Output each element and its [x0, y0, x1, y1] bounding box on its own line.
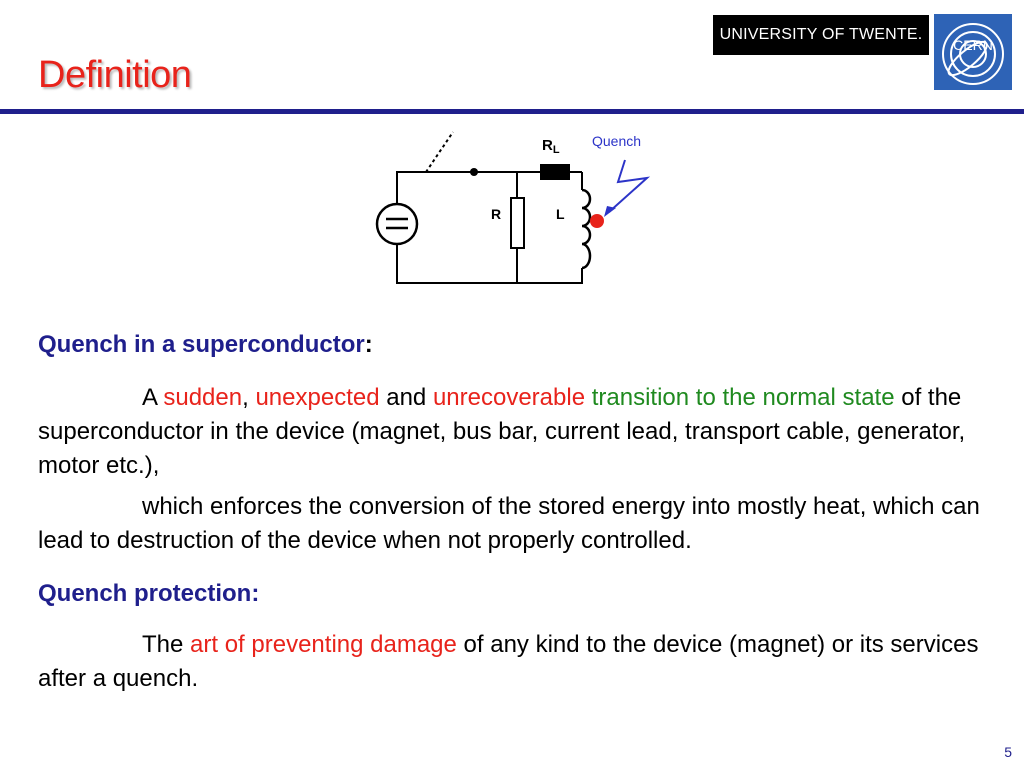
heading-colon: : — [364, 331, 373, 358]
definition-segment: of the superconductor in the device (magnet, bus bar, current lead, transport cable, generator, motor etc.), — [38, 384, 966, 479]
inductor-l — [582, 190, 590, 268]
protection-paragraph — [38, 628, 988, 696]
emph-unrecoverable: unrecoverable — [432, 384, 586, 411]
university-of-twente-logo: UNIVERSITY OF TWENTE. — [713, 15, 929, 55]
slide-title: Definition — [38, 54, 192, 96]
page-number: 5 — [1004, 744, 1012, 760]
quench-dot — [590, 214, 604, 228]
resistor-rl — [540, 164, 570, 180]
definition-segment: and — [379, 384, 433, 411]
label-l: L — [556, 206, 565, 222]
dc-source-symbol — [377, 204, 417, 244]
cern-logo-text: CERN — [953, 37, 993, 53]
emph-unexpected: unexpected — [255, 384, 380, 411]
title-rule — [0, 109, 1024, 114]
resistor-r — [511, 198, 524, 248]
definition-segment — [585, 384, 592, 411]
slide-body — [38, 328, 988, 696]
quench-circuit-diagram — [360, 122, 680, 302]
heading-quench-protection: Quench protection: — [38, 580, 260, 607]
label-rl: $R_L$ — [542, 137, 560, 156]
definition-segment: A — [142, 384, 164, 411]
label-quench: Quench — [592, 133, 642, 149]
protection-segment: of any kind to the device (magnet) or its services after a quench. — [38, 631, 979, 692]
junction-node — [470, 168, 478, 176]
heading-quench-text: Quench in a superconductor — [38, 331, 365, 358]
emph-transition-normal-state: transition to the normal state — [591, 384, 895, 411]
protection-segment: The — [142, 631, 191, 658]
emph-sudden: sudden — [163, 384, 243, 411]
cern-logo — [934, 14, 1012, 90]
heading-quench-in-superconductor — [38, 328, 988, 362]
emph-art-of-preventing-damage: art of preventing damage — [190, 631, 457, 658]
quench-arrow — [609, 160, 647, 212]
label-r: R — [491, 206, 502, 222]
definition-segment: , — [242, 384, 256, 411]
consequence-paragraph: which enforces the conversion of the stored energy into mostly heat, which can lead to destruction of the device when not properly controlled. — [38, 493, 980, 554]
definition-paragraph — [38, 381, 988, 483]
